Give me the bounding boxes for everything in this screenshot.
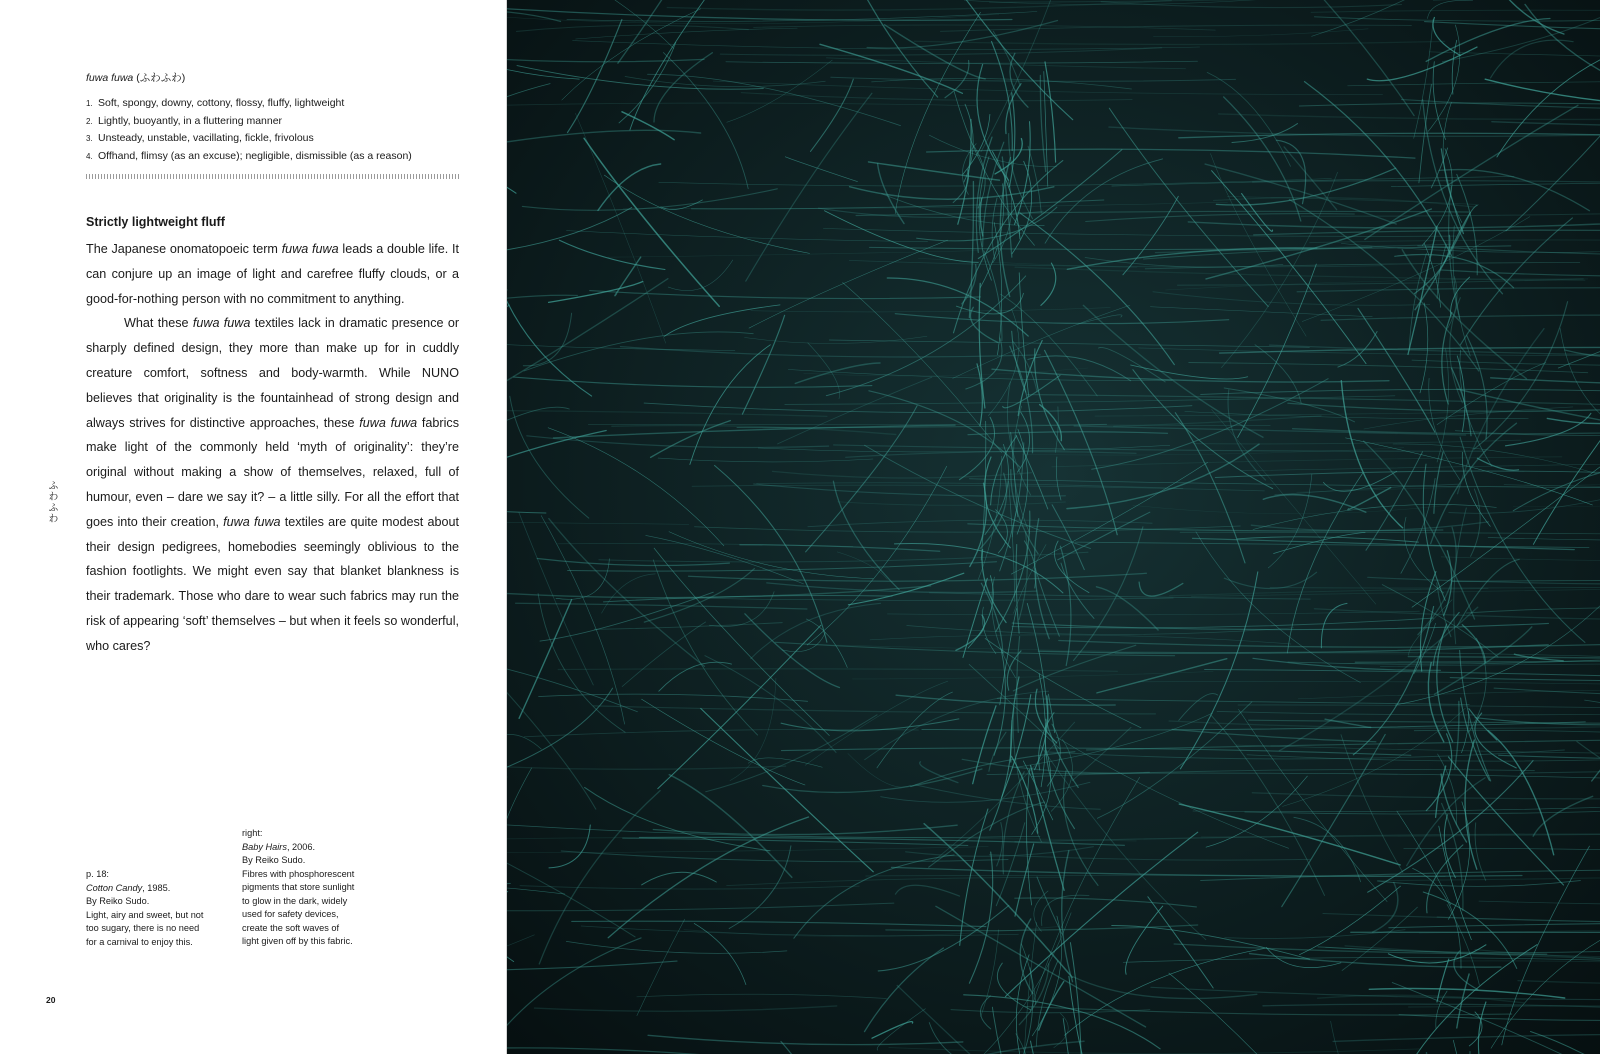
definitions-list: [86, 95, 466, 165]
caption-left: [86, 868, 226, 949]
term-word: fuwa fuwa: [86, 72, 134, 84]
text-run: textiles lack in dramatic presence or sharply defined design, they more than make up for in cuddly creature comfort, softness and body-warmth. While NUNO believes that originality is the fountainhead of strong design and always strives for distinctive approaches, these: [86, 316, 460, 430]
caption-year: , 1985.: [142, 882, 171, 893]
caption-line: to glow in the dark, widely: [242, 895, 348, 906]
definition-item: [86, 95, 466, 113]
caption-line: too sugary, there is no need: [86, 923, 200, 933]
definition-number: 2.: [86, 116, 93, 126]
fibre-texture: [507, 0, 1600, 1054]
italic-term: fuwa fuwa: [192, 316, 251, 331]
caption-title-line: [86, 882, 226, 896]
section-title: Strictly lightweight fluff: [86, 215, 225, 229]
page-number: 20: [46, 995, 56, 1005]
caption-line: Light, airy and sweet, but not: [86, 909, 204, 920]
caption-author: By Reiko Sudo.: [86, 896, 150, 906]
caption-line: create the soft waves of: [242, 922, 340, 933]
term-japanese: (ふわふわ): [136, 72, 186, 84]
definition-item: [86, 130, 466, 148]
caption-right: [242, 827, 382, 949]
text-run: leads a double life. It can conjure up an image of light and carefree fluffy clouds, or a good-for-nothing person with no commitment to anything.: [86, 242, 459, 306]
paragraph-2: [86, 311, 459, 658]
definition-number: 4.: [86, 151, 93, 161]
text-run: textiles are quite modest about their design pedigrees, homebodies seemingly oblivious to the fashion footlights. We might even say that blanket blankness is their trademark. Those who dare to wear such fabrics may run the risk of appearing ‘soft’ themselves – but when it feels so wonderful, who cares?: [86, 514, 459, 653]
caption-line: pigments that store sunlight: [242, 882, 355, 892]
italic-term: fuwa fuwa: [281, 242, 339, 256]
caption-line: used for safety devices,: [242, 909, 339, 919]
definition-item: [86, 113, 466, 131]
caption-ref: p. 18:: [86, 869, 109, 879]
paragraph-1: [86, 237, 459, 311]
italic-term: fuwa fuwa: [359, 415, 418, 430]
caption-line: for a carnival to enjoy this.: [86, 936, 193, 947]
side-label: ふわふわ: [46, 480, 57, 524]
text-run: fabrics make light of the commonly held ‘myth of originality’: they’re original without making a show of themselves, relaxed, full of humour, even – dare we say it? – a little silly. For all the effort that goes into their creation,: [86, 415, 459, 529]
caption-title: Baby Hairs: [242, 841, 287, 852]
italic-term: fuwa fuwa: [223, 514, 281, 529]
definition-text: Lightly, buoyantly, in a fluttering manner: [98, 114, 283, 127]
definition-number: 1.: [86, 99, 93, 108]
dotted-divider: [86, 174, 459, 179]
caption-title-line: [242, 841, 382, 855]
fabric-photo: [507, 0, 1600, 1054]
caption-title: Cotton Candy: [86, 882, 143, 893]
term-heading: [86, 70, 185, 85]
caption-author: By Reiko Sudo.: [242, 855, 306, 865]
definition-text: Unsteady, unstable, vacillating, fickle, frivolous: [98, 132, 314, 145]
definition-text: Soft, spongy, downy, cottony, flossy, fluffy, lightweight: [98, 97, 345, 109]
text-run: What these: [124, 316, 193, 331]
definition-item: [86, 148, 466, 166]
left-page: [0, 0, 507, 1054]
body-text: [86, 237, 459, 659]
definition-number: 3.: [86, 134, 93, 144]
caption-year: , 2006.: [286, 841, 316, 852]
text-run: The Japanese onomatopoeic term: [86, 242, 282, 256]
definition-text: Offhand, flimsy (as an excuse); negligible, dismissible (as a reason): [98, 149, 412, 162]
caption-line: light given off by this fabric.: [242, 936, 353, 946]
caption-line: Fibres with phosphorescent: [242, 868, 355, 879]
caption-ref: right:: [242, 828, 263, 838]
